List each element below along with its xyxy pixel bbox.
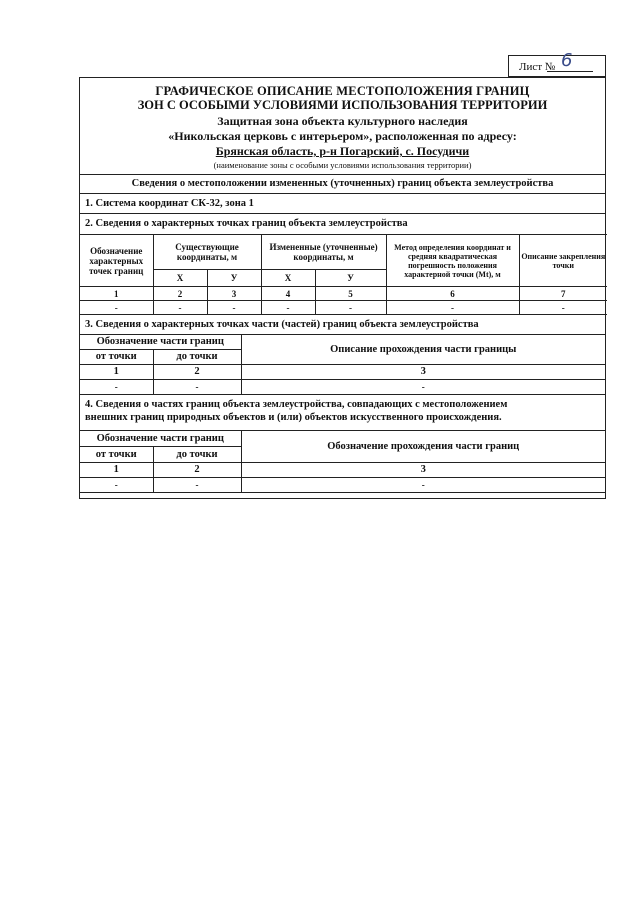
table-cell: - — [386, 301, 519, 315]
col-part-designation: Обозначение части границ — [80, 431, 241, 447]
sheet-number-box — [508, 50, 606, 77]
zone-caption: (наименование зоны с особыми условиями использования территории) — [213, 160, 472, 170]
table-cell: - — [241, 478, 605, 493]
table-cell: - — [315, 301, 386, 315]
section-4-title-line-1: 4. Сведения о частях границ объекта землеустройства, совпадающих с местоположением — [85, 399, 508, 410]
col-part-description: Обозначение прохождения части границ — [241, 431, 605, 463]
col-number: 5 — [315, 287, 386, 301]
characteristic-points-table — [80, 234, 607, 315]
col-number: 2 — [153, 287, 207, 301]
table-cell: - — [80, 380, 153, 395]
col-number: 1 — [80, 463, 153, 478]
main-section-heading — [80, 174, 605, 194]
column-number-row — [80, 463, 605, 478]
col-number: 3 — [241, 365, 605, 380]
table-cell: - — [241, 380, 605, 395]
col-part-designation: Обозначение части границ — [80, 335, 241, 350]
col-number: 2 — [153, 463, 241, 478]
zone-line-1: Защитная зона объекта культурного наследия — [217, 114, 468, 128]
section-2-heading — [80, 214, 605, 234]
col-part-description: Описание прохождения части границы — [241, 335, 605, 365]
address: Брянская область, р-н Погарский, с. Посудичи — [215, 144, 470, 158]
col-from-point: от точки — [80, 447, 153, 463]
title-line-1: ГРАФИЧЕСКОЕ ОПИСАНИЕ МЕСТОПОЛОЖЕНИЯ ГРАНИЦ — [155, 84, 530, 98]
col-method: Метод определения координат и средняя квадратическая погрешность положения характерной точки (Мt), м — [386, 235, 519, 287]
column-number-row — [80, 365, 605, 380]
col-existing-coordinates: Существующие координаты, м — [153, 235, 261, 270]
col-number: 4 — [261, 287, 315, 301]
col-existing-y: У — [207, 270, 261, 287]
section-3-heading — [80, 314, 605, 334]
col-fixing-description: Описание закрепления точки — [519, 235, 607, 287]
col-changed-y: У — [315, 270, 386, 287]
sheet-label: Лист № — [519, 61, 556, 73]
table-row — [80, 478, 605, 493]
table-cell: - — [153, 478, 241, 493]
table-cell: - — [207, 301, 261, 315]
col-to-point: до точки — [153, 350, 241, 365]
title-line-2: ЗОН С ОСОБЫМИ УСЛОВИЯМИ ИСПОЛЬЗОВАНИЯ ТЕРРИТОРИИ — [137, 98, 548, 112]
col-to-point: до точки — [153, 447, 241, 463]
section-1 — [80, 194, 605, 214]
col-point-designation: Обозначение характерных точек границ — [80, 235, 153, 287]
section-4-title-line-2: внешних границ природных объектов и (или) объектов искусственного происхождения. — [85, 412, 502, 423]
section-1-title: 1. Система координат СК-32, зона 1 — [85, 198, 254, 209]
col-number: 1 — [80, 365, 153, 380]
table-row — [80, 380, 605, 395]
section-2-title: 2. Сведения о характерных точках границ объекта землеустройства — [85, 218, 408, 229]
col-number: 1 — [80, 287, 153, 301]
col-number: 7 — [519, 287, 607, 301]
zone-line-2: «Никольская церковь с интерьером», расположенная по адресу: — [168, 129, 517, 143]
table-cell: - — [80, 478, 153, 493]
table-row — [80, 301, 607, 315]
table-cell: - — [261, 301, 315, 315]
col-changed-x: Х — [261, 270, 315, 287]
column-number-row — [80, 287, 607, 301]
col-changed-coordinates: Измененные (уточненные) координаты, м — [261, 235, 386, 270]
table-cell: - — [519, 301, 607, 315]
col-number: 6 — [386, 287, 519, 301]
natural-boundaries-table — [80, 430, 605, 493]
sheet-number: 6 — [561, 50, 573, 71]
boundary-parts-table — [80, 334, 605, 395]
table-cell: - — [153, 301, 207, 315]
main-section-title: Сведения о местоположении измененных (уточненных) границ объекта землеустройства — [131, 178, 554, 189]
document-header — [80, 78, 605, 175]
section-3-title: 3. Сведения о характерных точках части (частей) границ объекта землеустройства — [85, 319, 479, 330]
boundary-description-form — [79, 77, 606, 499]
col-number: 2 — [153, 365, 241, 380]
col-from-point: от точки — [80, 350, 153, 365]
table-cell: - — [80, 301, 153, 315]
section-4-heading — [80, 396, 605, 428]
col-existing-x: Х — [153, 270, 207, 287]
col-number: 3 — [207, 287, 261, 301]
col-number: 3 — [241, 463, 605, 478]
table-cell: - — [153, 380, 241, 395]
